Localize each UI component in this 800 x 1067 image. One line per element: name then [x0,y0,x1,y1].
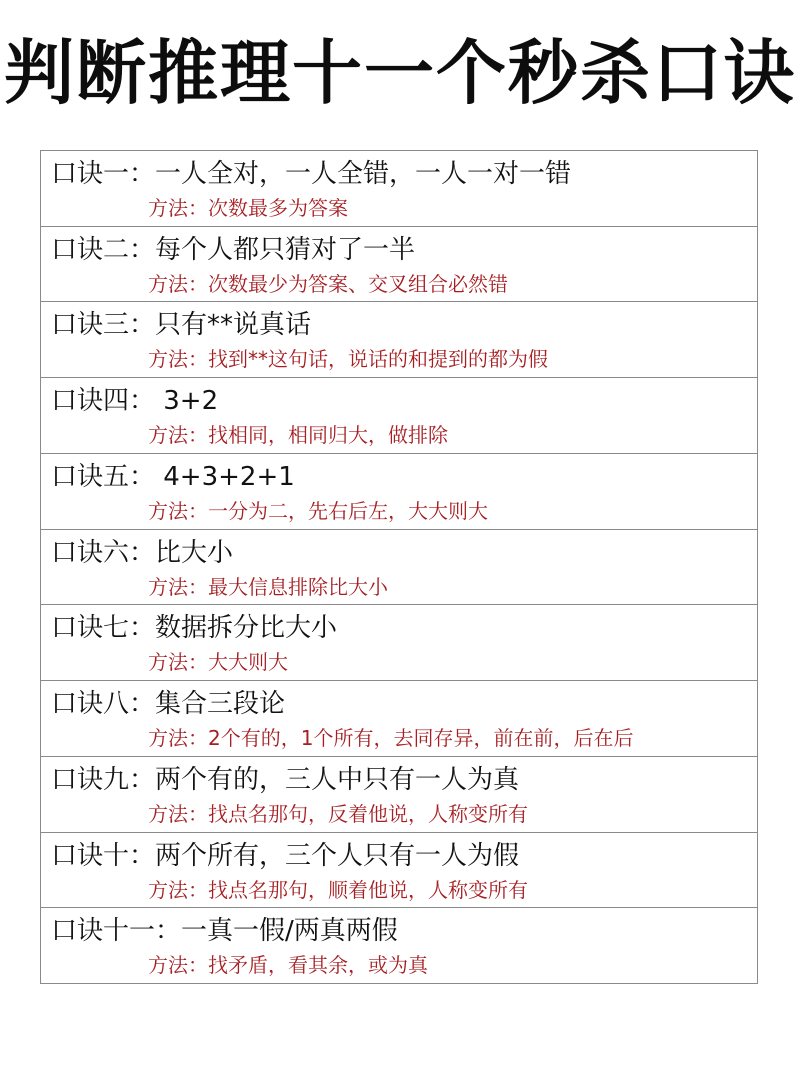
rule-heading: 口诀一：一人全对，一人全错，一人一对一错 [51,159,572,189]
rule-method: 方法：次数最少为答案、交叉组合必然错 [148,271,508,296]
rule-heading: 口诀八：集合三段论 [51,689,286,720]
rule-method: 方法：找点名那句，顺着他说，人称变所有 [148,877,528,902]
rule-row-1 [41,151,757,227]
rule-row-7 [41,605,757,681]
rule-method: 方法：一分为二，先右后左，大大则大 [148,498,488,523]
rules-table [40,150,758,984]
rule-heading: 口诀六：比大小 [51,537,234,568]
rule-method: 方法：找点名那句，反着他说，人称变所有 [148,801,528,826]
page-title: 判断推理十一个秒杀口诀 [4,32,796,114]
rule-row-4 [41,378,757,454]
rule-heading: 口诀二：每个人都只猜对了一半 [51,234,416,265]
rule-row-5 [41,454,757,530]
rule-method: 方法：最大信息排除比大小 [148,574,388,599]
rule-heading: 口诀三：只有**说真话 [51,310,312,341]
rule-heading: 口诀九：两个有的，三人中只有一人为真 [51,764,520,795]
rule-method: 方法：找到**这句话，说话的和提到的都为假 [148,347,548,372]
rule-row-11 [41,908,757,983]
rule-row-10 [41,833,757,909]
rule-method: 方法：找相同，相同归大，做排除 [148,423,448,448]
rule-row-6 [41,530,757,606]
rule-row-2 [41,227,757,303]
rule-heading: 口诀七：数据拆分比大小 [51,613,338,644]
rule-method: 方法：找矛盾，看其余，或为真 [148,953,428,978]
rule-row-8 [41,681,757,757]
rule-heading: 口诀十：两个所有，三个人只有一人为假 [51,840,520,871]
rule-heading: 口诀十一：一真一假/两真两假 [51,916,398,947]
rule-method: 方法：次数最多为答案 [148,196,348,220]
rule-method: 方法：2个有的，1个所有，去同存异，前在前，后在后 [148,726,634,751]
rule-heading: 口诀五： 4+3+2+1 [51,461,295,492]
rule-method: 方法：大大则大 [148,650,288,675]
rule-row-9 [41,757,757,833]
rule-row-3 [41,302,757,378]
rule-heading: 口诀四： 3+2 [51,386,219,417]
